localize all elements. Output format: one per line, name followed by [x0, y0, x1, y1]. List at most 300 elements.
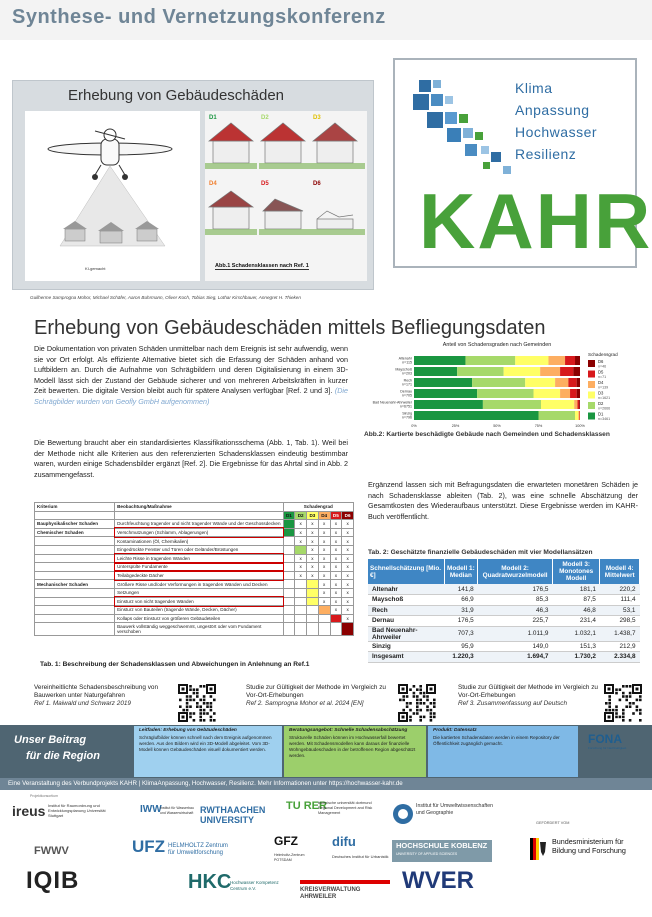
table-row — [35, 520, 354, 529]
ahrweiler-logo: KREISVERWALTUNG AHRWEILER — [300, 880, 390, 900]
table1-class-d2: D2 — [295, 511, 307, 520]
legend-swatch — [588, 413, 595, 420]
table1-mark: x — [342, 588, 354, 597]
koblenz-logo — [392, 840, 492, 862]
bar-segment-d4 — [578, 411, 579, 420]
table1-class-row — [35, 511, 354, 520]
table2-header: Modell 3: Monotones Modell — [552, 559, 599, 584]
koblenz-name: HOCHSCHULE KOBLENZ — [396, 841, 488, 850]
table2-cell: 53,1 — [600, 605, 640, 616]
table1-header-row — [35, 503, 354, 512]
table1-mark: x — [318, 563, 330, 572]
gfz-subtitle: Helmholtz-Zentrum POTSDAM — [274, 853, 305, 862]
table1-mark — [307, 623, 319, 636]
table1-observation: Verschmutzungen (Schlamm, Ablagerungen) — [115, 528, 283, 537]
bar-segment-d6 — [573, 367, 580, 376]
table1-mark: x — [318, 520, 330, 529]
reference-3 — [458, 684, 600, 709]
table2-cell: 1.032,1 — [552, 626, 599, 641]
table1-header-observation: Beobachtung/Maßnahme — [115, 503, 283, 512]
bar-segment-d1 — [414, 356, 465, 365]
x-tick-label: 100% — [575, 424, 585, 428]
table1-mark: x — [342, 563, 354, 572]
table1-mark — [307, 606, 319, 615]
table1-mark — [295, 588, 307, 597]
qr-code-icon[interactable] — [398, 684, 436, 722]
legend-swatch — [588, 371, 595, 378]
table1-mark — [283, 554, 295, 563]
table1-mark — [330, 623, 342, 636]
table1-mark: x — [318, 545, 330, 554]
chart-caption: Abb.2: Kartierte beschädigte Gebäude nach Gemeinden und Schadensklassen — [364, 431, 610, 438]
table2-cell: Altenahr — [368, 584, 444, 595]
x-tick-label: 75% — [534, 424, 543, 428]
damage-share-chart — [362, 338, 644, 428]
table2-cell: 87,5 — [552, 595, 599, 606]
legend-title: Schadensgrad — [588, 352, 618, 357]
table1-class-d6: D6 — [342, 511, 354, 520]
reference-2 — [246, 684, 394, 709]
table1-header-criterion: Kriterium — [35, 503, 115, 512]
table2-cell: 1.694,7 — [478, 652, 553, 663]
damage-class-table — [34, 502, 354, 636]
table1-class-d1: D1 — [283, 511, 295, 520]
table2-caption: Tab. 2: Geschätzte finanzielle Gebäudeschäden mit vier Modellansätzen — [368, 549, 593, 556]
table2-header: Modell 1: Median — [444, 559, 478, 584]
footer-text[interactable]: Eine Veranstaltung des Verbundprojekts KAHR | KlimaAnpassung, Hochwasser, Resilienz. Mehr Informationen unter https://hochwasser-kahr.de — [8, 780, 403, 787]
table1-mark — [283, 580, 295, 589]
reference-1 — [34, 684, 174, 709]
table2-cell: 176,5 — [478, 584, 553, 595]
table1-header-class: Schadengrad — [283, 503, 353, 512]
table2-cell: 31,9 — [444, 605, 478, 616]
hkc-logo: HKC — [188, 871, 232, 893]
difu-logo: difu — [332, 834, 356, 849]
bar-segment-d2 — [483, 400, 541, 409]
table1-mark — [283, 545, 295, 554]
footer-bar — [0, 778, 652, 790]
logo-word-hochwasser: Hochwasser — [515, 124, 598, 140]
table1-mark: x — [307, 554, 319, 563]
table1-mark — [318, 606, 330, 615]
table1-criterion — [35, 537, 115, 546]
funding-label: GEFÖRDERT VOM — [536, 821, 570, 825]
bar-segment-d5 — [570, 389, 577, 398]
table2-cell: 66,9 — [444, 595, 478, 606]
consortium-label: Projektkonsortium — [30, 794, 59, 798]
table1-mark: x — [342, 614, 354, 623]
table2-cell: 95,9 — [444, 641, 478, 652]
reference-3-text: Studie zur Gültigkeit der Methode im Vergleich zu Vor-Ort-Erhebungen — [458, 684, 598, 700]
table1-mark — [295, 623, 307, 636]
table1-mark: x — [307, 537, 319, 546]
table2-cell: Bad Neuenahr-Ahrweiler — [368, 626, 444, 641]
paragraph-1-note: (Die Schrägbilder wurden von Geofly GmbH aufgenommen) — [34, 386, 348, 406]
table1-mark: x — [330, 588, 342, 597]
contribution-title-line2: für die Region — [26, 750, 100, 762]
table-row — [35, 580, 354, 589]
logo-word-klima: Klima — [515, 80, 553, 96]
house-label-d5: D5 — [261, 181, 269, 187]
helmholtz-name: HELMHOLTZ Zentrum für Umweltforschung — [168, 843, 228, 856]
fona-subtitle: Forschung für Nachhaltigkeit — [588, 746, 627, 750]
bar-segment-d4 — [574, 400, 577, 409]
table2-header: Schnellschätzung [Mio. €] — [368, 559, 444, 584]
card-title: Leitfaden: Erhebung von Gebäudeschäden — [139, 728, 237, 733]
category-label: n=705 — [401, 393, 412, 398]
iww-logo: IWW — [140, 804, 162, 815]
table1-mark: x — [342, 528, 354, 537]
bar-segment-d1 — [414, 378, 472, 387]
table2-cell: 111,4 — [600, 595, 640, 606]
table2-cell: 46,8 — [552, 605, 599, 616]
geography-institute-icon — [392, 803, 414, 825]
legend-swatch — [588, 402, 595, 409]
bar-segment-d1 — [414, 367, 457, 376]
table2-cell: Mayschoß — [368, 595, 444, 606]
table1-criterion — [35, 606, 115, 615]
table1-mark — [283, 563, 295, 572]
table1-mark — [342, 623, 354, 636]
airplane-icon — [25, 111, 200, 261]
table2-cell: 1.438,7 — [600, 626, 640, 641]
table1-mark — [307, 580, 319, 589]
bar-segment-d1 — [414, 400, 483, 409]
table1-criterion — [35, 623, 115, 636]
difu-subtitle: Deutsches Institut für Urbanistik — [332, 854, 389, 859]
table2-cell: 298,5 — [600, 616, 640, 627]
reference-2-source: Ref 2. Samprogna Mohor et al. 2024 [EN] — [246, 700, 364, 708]
table1-observation: Teilabgedeckte Dächer — [115, 571, 283, 580]
table1-mark: x — [342, 520, 354, 529]
table1-mark: x — [295, 571, 307, 580]
table1-observation: Größere Risse und/oder Verformungen in tragenden Wänden und Decken — [115, 580, 283, 589]
bar-segment-d3 — [515, 356, 548, 365]
house-label-d2: D2 — [261, 115, 269, 121]
table2-cell: Sinzig — [368, 641, 444, 652]
table-row — [368, 626, 640, 641]
table-row — [35, 537, 354, 546]
table2-cell: 225,7 — [478, 616, 553, 627]
table1-mark: x — [318, 537, 330, 546]
table1-mark: x — [318, 580, 330, 589]
geography-institute-name: Institut für Umweltwissenschaften und Geographie — [416, 803, 493, 816]
table2-cell: 141,8 — [444, 584, 478, 595]
bmbf-name: Bundesministerium für Bildung und Forschung — [552, 837, 626, 855]
category-label: Rech — [403, 378, 412, 383]
table2-cell: 149,0 — [478, 641, 553, 652]
table2-cell: Rech — [368, 605, 444, 616]
table1-criterion: Bauphysikalischer Schaden — [35, 520, 115, 529]
table1-mark: x — [330, 528, 342, 537]
legend-swatch — [588, 381, 595, 388]
table1-mark: x — [330, 580, 342, 589]
table1-mark — [283, 588, 295, 597]
qr-code-icon[interactable] — [178, 684, 216, 722]
table1-mark: x — [295, 563, 307, 572]
table1-mark — [283, 537, 295, 546]
authors: Guilherme Samprogna Mohor, Michael Schäfer, Aaron Buhrmann, Oliver Koch, Tobias Sieg, Lothar Kirschbauer, Annegret H. Thieken — [30, 295, 301, 300]
table-row — [35, 554, 354, 563]
contribution-title — [14, 732, 100, 764]
bar-segment-d3 — [525, 378, 555, 387]
reference-3-source: Ref 3. Zusammenfassung auf Deutsch — [458, 700, 568, 708]
bar-segment-d5 — [578, 400, 580, 409]
table-row — [35, 597, 354, 606]
x-tick-label: 0% — [411, 424, 417, 428]
table-row — [368, 605, 640, 616]
table-row — [368, 595, 640, 606]
category-label: Bad Neuenahr-Ahrweiler — [372, 400, 412, 405]
table2-cell: 181,1 — [552, 584, 599, 595]
page-title: Synthese- und Vernetzungskonferenz — [12, 6, 386, 28]
legend-count: n=3461 — [598, 416, 611, 421]
table2-cell: 212,9 — [600, 641, 640, 652]
table1-mark: x — [342, 580, 354, 589]
legend-swatch — [588, 392, 595, 399]
table1-mark: x — [330, 554, 342, 563]
bar-segment-d5 — [568, 378, 576, 387]
table1-mark — [307, 588, 319, 597]
table1-mark — [318, 623, 330, 636]
paragraph-1 — [34, 344, 348, 408]
legend-entry: D4 — [598, 380, 604, 386]
category-label: n=796 — [401, 415, 412, 420]
title-bar — [0, 0, 652, 40]
table1-observation: Setzungen — [115, 588, 283, 597]
table1-mark: x — [318, 554, 330, 563]
table2-cell: 220,2 — [600, 584, 640, 595]
bar-segment-d2 — [465, 356, 515, 365]
right-paragraph: Ergänzend lassen sich mit Befragungsdaten die erwarteten monetären Schäden je nach Schadensklasse ableiten (Tab. 2), was eine schnelle Abschätzung der Gesamtkosten des Wiederaufbaus unterstützt. Diese Ergebnisse werden im KAHR-Buch veröffentlicht. — [368, 480, 638, 521]
legend-count: n=46 — [598, 364, 607, 369]
table-row — [368, 616, 640, 627]
bar-segment-d5 — [560, 367, 573, 376]
bar-segment-d4 — [560, 389, 570, 398]
table1-mark — [295, 597, 307, 606]
table1-mark — [283, 614, 295, 623]
table1-mark: x — [330, 545, 342, 554]
table-row — [35, 571, 354, 580]
bar-segment-d3 — [504, 367, 541, 376]
table1-mark: x — [318, 528, 330, 537]
table2-cell: 151,3 — [552, 641, 599, 652]
hero-title: Erhebung von Gebäudeschäden — [68, 87, 285, 104]
bar-segment-d6 — [577, 378, 580, 387]
table1-caption: Tab. 1: Beschreibung der Schadensklassen und Abweichungen in Anlehnung an Ref.1 — [40, 661, 310, 668]
bar-segment-d6 — [575, 356, 580, 365]
x-tick-label: 25% — [451, 424, 460, 428]
contribution-band — [0, 725, 652, 778]
table1-mark — [295, 614, 307, 623]
table1-mark: x — [307, 563, 319, 572]
bar-segment-d2 — [472, 378, 525, 387]
logo-word-anpassung: Anpassung — [515, 102, 590, 118]
table1-class-d4: D4 — [318, 511, 330, 520]
bar-segment-d3 — [541, 400, 574, 409]
table1-mark — [283, 597, 295, 606]
category-label: Mayschoß — [395, 367, 412, 372]
table2-cell: 231,4 — [552, 616, 599, 627]
table1-mark — [330, 614, 342, 623]
table1-mark: x — [342, 606, 354, 615]
bar-segment-d2 — [539, 411, 576, 420]
table1-mark — [307, 614, 319, 623]
paragraph-1-text: Die Dokumentation von privaten Schäden unmittelbar nach dem Ereignis ist sehr aufwendig, wenn sie vor Ort erfolgt. Als effiziente Alternative bietet sich die Erfassung der Schäden anhand von Luftbildern an. Durch die Aufnahme von Schrägbildern und deren Digitalisierung in einem 3D-Modell lässt sich der Zustand der Gebäude sicherer und von mehreren Arbeitskräften in kurzer Zeit bewerten. Die digitale Version bleibt auch für spätere Analysen verfügbar [Ref. 2 und 3]. — [34, 344, 348, 396]
card-title: Produkt: Datensatz — [433, 728, 477, 733]
table1-mark: x — [330, 520, 342, 529]
bar-segment-d6 — [577, 389, 580, 398]
table2-cell: 2.334,8 — [600, 652, 640, 663]
table1-mark — [295, 606, 307, 615]
table1-mark: x — [330, 597, 342, 606]
table2-cell: 1.011,9 — [478, 626, 553, 641]
bar-segment-d4 — [540, 367, 560, 376]
table1-mark — [307, 597, 319, 606]
category-label: Sinzig — [402, 411, 412, 416]
tu-rer-subtitle: technische universität dortmund Regional Development and Risk Management — [318, 801, 373, 815]
legend-entry: D6 — [598, 359, 604, 365]
damage-class-houses — [205, 111, 367, 281]
legend-swatch — [588, 360, 595, 367]
table1-observation: Einsturz von nicht tragenden Wänden — [115, 597, 283, 606]
table1-criterion — [35, 554, 115, 563]
table1-mark — [283, 623, 295, 636]
table2-cell: 46,3 — [478, 605, 553, 616]
bar-segment-d4 — [555, 378, 568, 387]
table1-mark — [295, 580, 307, 589]
card-text: Die kartierten Schadensdaten werden in einem Repository der Öffentlichkeit zugänglich gemacht. — [433, 735, 560, 746]
legend-count: n=2666 — [598, 406, 611, 411]
table-row — [368, 641, 640, 652]
table1-observation: Kontaminationen (Öl, Chemikalien) — [115, 537, 283, 546]
legend-count: n=71 — [598, 374, 607, 379]
table1-mark: x — [295, 520, 307, 529]
house-label-d6: D6 — [313, 181, 321, 187]
table-row — [35, 563, 354, 572]
kahr-logo — [393, 58, 652, 268]
section-title: Erhebung von Gebäudeschäden mittels Befliegungsdaten — [34, 317, 546, 339]
table1-mark: x — [342, 554, 354, 563]
table2-cell: 707,3 — [444, 626, 478, 641]
table1-criterion — [35, 597, 115, 606]
table2-header-row — [368, 559, 640, 584]
table1-mark: x — [342, 545, 354, 554]
logo-word-resilienz: Resilienz — [515, 146, 577, 162]
hero-panel — [12, 80, 374, 290]
table1-mark — [295, 545, 307, 554]
table1-criterion — [35, 545, 115, 554]
table1-mark: x — [330, 537, 342, 546]
iqib-logo: IQIB — [26, 867, 80, 894]
bar-segment-d2 — [477, 389, 533, 398]
category-label: n=6751 — [399, 404, 412, 409]
legend-entry: D3 — [598, 390, 604, 396]
table1-observation: Einsturz von Bauteilen (tragende Wände, Decken, Dächer) — [115, 606, 283, 615]
house-label-d4: D4 — [209, 181, 217, 187]
table1-observation: Durchfeuchtung tragender und nicht tragender Wände und der Geschossdecken — [115, 520, 283, 529]
fwwv-logo: FWWV — [34, 845, 69, 857]
house-label-d3: D3 — [313, 115, 321, 121]
table2-cell: Dernau — [368, 616, 444, 627]
reference-2-text: Studie zur Gültigkeit der Methode im Vergleich zu Vor-Ort-Erhebungen — [246, 684, 386, 700]
category-label: n=115 — [402, 360, 412, 365]
table1-mark: x — [307, 545, 319, 554]
house-label-d1: D1 — [209, 115, 217, 121]
legend-count: n=139 — [598, 385, 609, 390]
iww-subtitle: Institut für Wasserbau und Wasserwirtschaft — [160, 806, 194, 815]
hero-caption: Abb.1 Schadensklassen nach Ref. 1 — [215, 263, 309, 269]
table-row — [35, 623, 354, 636]
table1-observation: Bauwerk vollständig weggeschwemmt, ungestört oder vom Fundament verschoben — [115, 623, 283, 636]
table1-criterion — [35, 588, 115, 597]
qr-code-icon[interactable] — [604, 684, 642, 722]
wver-logo: WVER — [402, 867, 474, 894]
table-row — [35, 614, 354, 623]
legend-entry: D2 — [598, 401, 604, 407]
bar-segment-d1 — [414, 389, 477, 398]
table1-observation: Eingedrückte Fenster und Türen oder Geländer/Brüstungen — [115, 545, 283, 554]
table1-mark: x — [295, 554, 307, 563]
table2-cell: Insgesamt — [368, 652, 444, 663]
plane-caption: KI-gemacht — [85, 266, 106, 271]
table1-mark: x — [318, 588, 330, 597]
legend-entry: D5 — [598, 369, 604, 375]
table2-cell: 176,5 — [444, 616, 478, 627]
card-text: Strukturelle Schäden können im Hochwasserfall bewertet werden. Mit Schadensmodellen kann daraus der finanzielle Wohngebäudeschaden in der betroffenen Region abgeschätzt werden. — [289, 735, 416, 758]
card-text: Schräglufbilder können schnell nach dem Ereignis aufgenommen werden. Aus den Bildern wird ein 3D-Modell abgeleitet. Vom 3D-Modell können Gebäudeschäden visuell dokumentiert werden. — [139, 735, 272, 752]
table1-mark — [283, 571, 295, 580]
reference-1-source: Ref 1. Maiwald und Schwarz 2019 — [34, 700, 131, 708]
category-label: Dernau — [400, 389, 412, 394]
hkc-subtitle: Hochwasser Kompetenz Centrum e.V. — [230, 880, 279, 891]
reference-1-text: Vereinheitlichte Schadensbeschreibung von Bauwerken unter Naturgefahren — [34, 684, 158, 700]
table-row — [35, 588, 354, 597]
table1-mark: x — [307, 528, 319, 537]
legend-count: n=1621 — [598, 395, 611, 400]
table1-observation: Leichte Risse in tragenden Wänden — [115, 554, 283, 563]
table2-cell: 85,3 — [478, 595, 553, 606]
table1-mark — [283, 520, 295, 529]
bar-segment-d3 — [575, 411, 578, 420]
table1-criterion — [35, 571, 115, 580]
table1-mark: x — [295, 537, 307, 546]
logo-acronym: KAHR — [419, 177, 652, 265]
table1-class-d5: D5 — [330, 511, 342, 520]
table1-observation: Unterspülte Fundamente — [115, 563, 283, 572]
table1-mark: x — [307, 571, 319, 580]
ufz-logo: UFZ — [132, 837, 166, 856]
table2-cell: 1.730,2 — [552, 652, 599, 663]
table1-mark: x — [342, 597, 354, 606]
table1-mark: x — [318, 597, 330, 606]
table-row — [368, 584, 640, 595]
contribution-card-advice — [284, 726, 426, 777]
bar-segment-d6 — [579, 400, 580, 409]
fona-logo: FONA — [588, 732, 622, 746]
table1-mark: x — [295, 528, 307, 537]
rwth-logo: RWTHAACHEN UNIVERSITY — [200, 805, 266, 825]
table1-mark — [318, 614, 330, 623]
table1-observation: Kollaps oder Einsturz von größeren Gebäudeteilen — [115, 614, 283, 623]
plane-illustration — [25, 111, 200, 281]
table1-mark: x — [330, 563, 342, 572]
table1-class-d3: D3 — [307, 511, 319, 520]
table-row — [35, 545, 354, 554]
table2-cell: 1.220,3 — [444, 652, 478, 663]
table2-header: Modell 4: Mittelwert — [600, 559, 640, 584]
category-label: Altenahr — [398, 356, 412, 361]
